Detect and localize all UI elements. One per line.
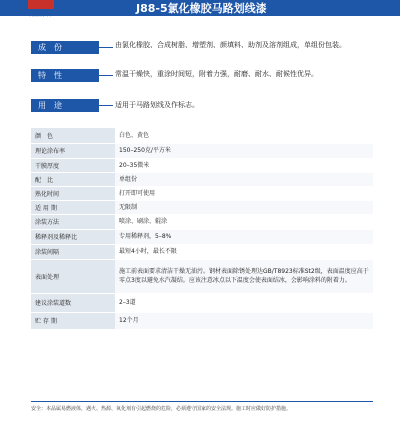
table-row [31,200,373,214]
logo-text: 利重涂料 [28,11,53,18]
page-title: J88-5氯化橡胶马路划线漆 [136,2,267,15]
spec-value: 2–3道 [115,293,373,312]
spec-value: 喷涂、刷涂、辊涂 [115,214,373,229]
company-logo [28,0,68,18]
table-row [31,214,373,229]
spec-value: 专用稀释剂，5–8% [115,229,373,244]
spec-key: 涂装间隔 [31,244,115,259]
section-text-composition: 由氯化橡胶、合成树脂、增塑剂、颜填料、助剂及溶剂组成，单组份包装。 [115,41,346,49]
spec-key: 建议涂装道数 [31,293,115,312]
section-text-usage: 适用于马路划线及作标志。 [115,101,199,109]
table-row [31,128,373,143]
table-row [31,143,373,158]
section-label-usage: 用 途 [31,99,99,112]
table-row [31,312,373,329]
spec-value: 打开即可使用 [115,186,373,200]
spec-value: 150–250克/平方米 [115,143,373,158]
section-label-features: 特 性 [31,69,99,82]
table-row [31,229,373,244]
spec-value: 无限制 [115,200,373,214]
spec-key: 理论涂布率 [31,143,115,158]
footer-divider [31,401,373,402]
spec-key: 熟化时间 [31,186,115,200]
spec-value: 12个月 [115,312,373,329]
section-label-composition: 成 份 [31,41,99,54]
table-row [31,172,373,186]
spec-key: 适 用 期 [31,200,115,214]
table-row [31,259,373,293]
table-row [31,244,373,259]
table-row [31,158,373,172]
table-row [31,186,373,200]
spec-table [31,128,373,330]
spec-value: 20–35微米 [115,158,373,172]
section-text-features: 常温干燥快，重涂时间短，附着力强，耐磨、耐水、耐候性优异。 [115,70,318,78]
spec-key: 稀释剂及稀释比 [31,229,115,244]
spec-key: 贮 存 期 [31,312,115,329]
safety-footer: 安全：本品属易燃液体，遇火、热源、氧化剂有引起燃烧的危险，必须遵守国家的安全法规。施工时应做好防护措施。 [31,406,292,412]
spec-value: 最短4小时，最长不限 [115,244,373,259]
spec-key: 配 比 [31,172,115,186]
spec-value: 施工前表面要求清洁干燥无油污。钢材表面除锈处理达GB/T8923标准St2级，表面温度应高于零点3度以避免水汽凝结。应该注意冰点以下温度会使表面结冰，会影响涂料的附着力。 [115,259,373,293]
spec-key: 表面处理 [31,259,115,293]
table-row [31,293,373,312]
spec-value: 白色、黄色 [115,128,373,143]
spec-value: 单组份 [115,172,373,186]
spec-key: 涂装方法 [31,214,115,229]
logo-mark [28,0,54,9]
spec-key: 颜 色 [31,128,115,143]
spec-key: 干膜厚度 [31,158,115,172]
